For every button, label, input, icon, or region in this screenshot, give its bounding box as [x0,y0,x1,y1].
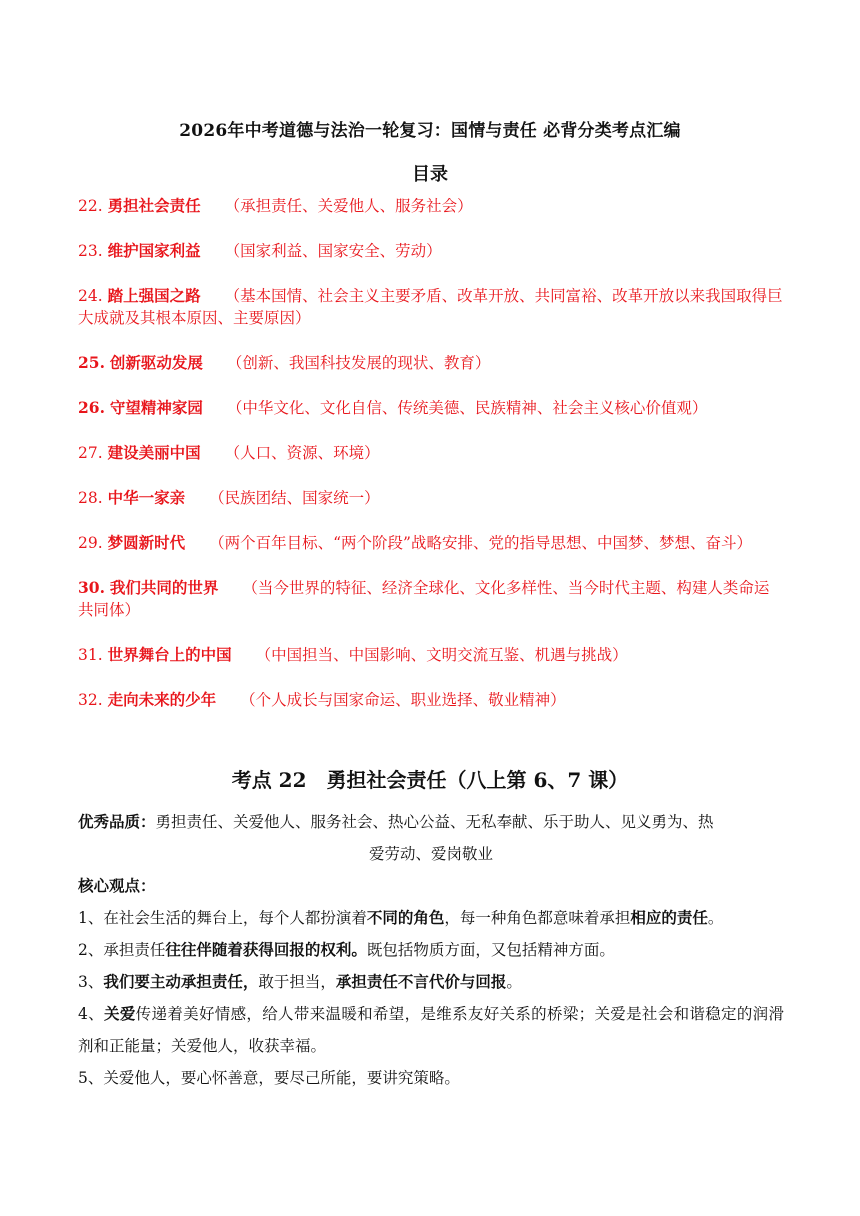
toc-item-description: （中华文化、文化自信、传统美德、民族精神、社会主义核心价值观） [226,399,708,417]
toc-item-title: 创新驱动发展 [109,353,203,372]
point-emphasis: 不同的角色 [366,908,445,927]
toc-item-title: 守望精神家园 [109,398,203,417]
toc-item[interactable] [78,487,784,509]
toc-item-number: 30. [78,578,105,597]
point-text: 1、在社会生活的舞台上，每个人都扮演着 [78,909,367,927]
toc-item-description: （当今世界的特征、经济全球化、文化多样性、当今时代主题、构建人类命运共同体） [78,579,770,619]
toc-item-description: （个人成长与国家命运、职业选择、敬业精神） [240,691,566,709]
section-title: 考点 22 勇担社会责任（八上第 6、7 课） [231,768,629,792]
toc-item-title: 我们共同的世界 [109,578,219,597]
point-emphasis: 相应的责任 [630,908,708,927]
point-text: 传递着美好情感，给人带来温暖和希望，是维系友好关系的桥梁；关爱是社会和谐稳定的润滑剂和正能量；关爱他人，收获幸福。 [78,1005,784,1055]
core-point-4 [78,998,784,1062]
toc-item-title: 梦圆新时代 [107,533,186,552]
toc-item[interactable] [78,689,784,711]
toc-item-description: （民族团结、国家统一） [209,489,380,507]
toc-item-title: 世界舞台上的中国 [107,645,232,664]
toc-item-description: （创新、我国科技发展的现状、教育） [226,354,491,372]
point-text: 2、承担责任 [78,941,166,959]
toc-item-title: 维护国家利益 [107,241,201,260]
core-point-5: 5、关爱他人，要心怀善意，要尽己所能，要讲究策略。 [78,1069,460,1087]
toc-item-number: 32. [78,691,103,709]
toc-item[interactable] [78,285,784,329]
toc-item-number: 29. [78,534,103,552]
toc-item-title: 踏上强国之路 [107,286,201,305]
toc-item[interactable] [78,644,784,666]
toc-item-number: 27. [78,444,103,462]
toc-item-number: 24. [78,287,103,305]
toc-item-number: 26. [78,398,105,417]
toc-item[interactable] [78,577,784,621]
quality-paragraph [78,806,784,870]
core-point-1 [78,902,784,934]
core-label: 核心观点： [78,876,156,895]
toc-item[interactable] [78,532,784,554]
document-title: 2026年中考道德与法治一轮复习：国情与责任 必背分类考点汇编 [179,121,681,141]
toc-item-number: 31. [78,646,103,664]
point-text: 既包括物质方面，又包括精神方面。 [366,941,615,959]
toc-item-description: （中国担当、中国影响、文明交流互鉴、机遇与挑战） [255,646,628,664]
toc-item[interactable] [78,352,784,374]
point-text: 。 [506,973,522,991]
point-text: 敢于担当， [258,973,336,991]
toc-item[interactable] [78,195,784,217]
quality-tail: 爱劳动、爱岗敬业 [368,845,493,863]
toc-item-title: 勇担社会责任 [107,196,201,215]
core-point-3 [78,966,784,998]
toc-item-number: 23. [78,242,103,260]
toc-item[interactable] [78,442,784,464]
point-emphasis: 往往伴随着获得回报的权利。 [165,940,367,959]
toc-item[interactable] [78,397,784,419]
toc-item[interactable] [78,240,784,262]
point-emphasis: 关爱 [104,1004,136,1023]
toc-item-description: （人口、资源、环境） [224,444,380,462]
table-of-contents [78,195,784,734]
toc-item-number: 22. [78,197,103,215]
point-emphasis: 我们要主动承担责任， [103,972,259,991]
quality-label: 优秀品质： [78,812,156,831]
point-text: 4、 [78,1005,105,1023]
point-text: 。 [707,909,724,927]
section-body [78,806,784,1094]
toc-item-description: （两个百年目标、“两个阶段”战略安排、党的指导思想、中国梦、梦想、奋斗） [209,534,752,552]
quality-text: 勇担责任、关爱他人、服务社会、热心公益、无私奉献、乐于助人、见义勇为、热 [155,813,714,831]
toc-item-number: 25. [78,353,105,372]
toc-item-title: 走向未来的少年 [107,690,217,709]
toc-heading: 目录 [412,164,448,185]
toc-item-description: （承担责任、关爱他人、服务社会） [224,197,473,215]
core-point-2 [78,934,784,966]
toc-item-title: 中华一家亲 [107,488,186,507]
toc-item-description: （国家利益、国家安全、劳动） [224,242,442,260]
toc-item-title: 建设美丽中国 [107,443,201,462]
point-text: 3、 [78,973,104,991]
point-emphasis: 承担责任不言代价与回报 [335,972,507,991]
toc-item-number: 28. [78,489,103,507]
point-text: ，每一种角色都意味着承担 [444,909,631,927]
toc-item-description: （基本国情、社会主义主要矛盾、改革开放、共同富裕、改革开放以来我国取得巨大成就及其根本原因、主要原因） [78,287,783,327]
